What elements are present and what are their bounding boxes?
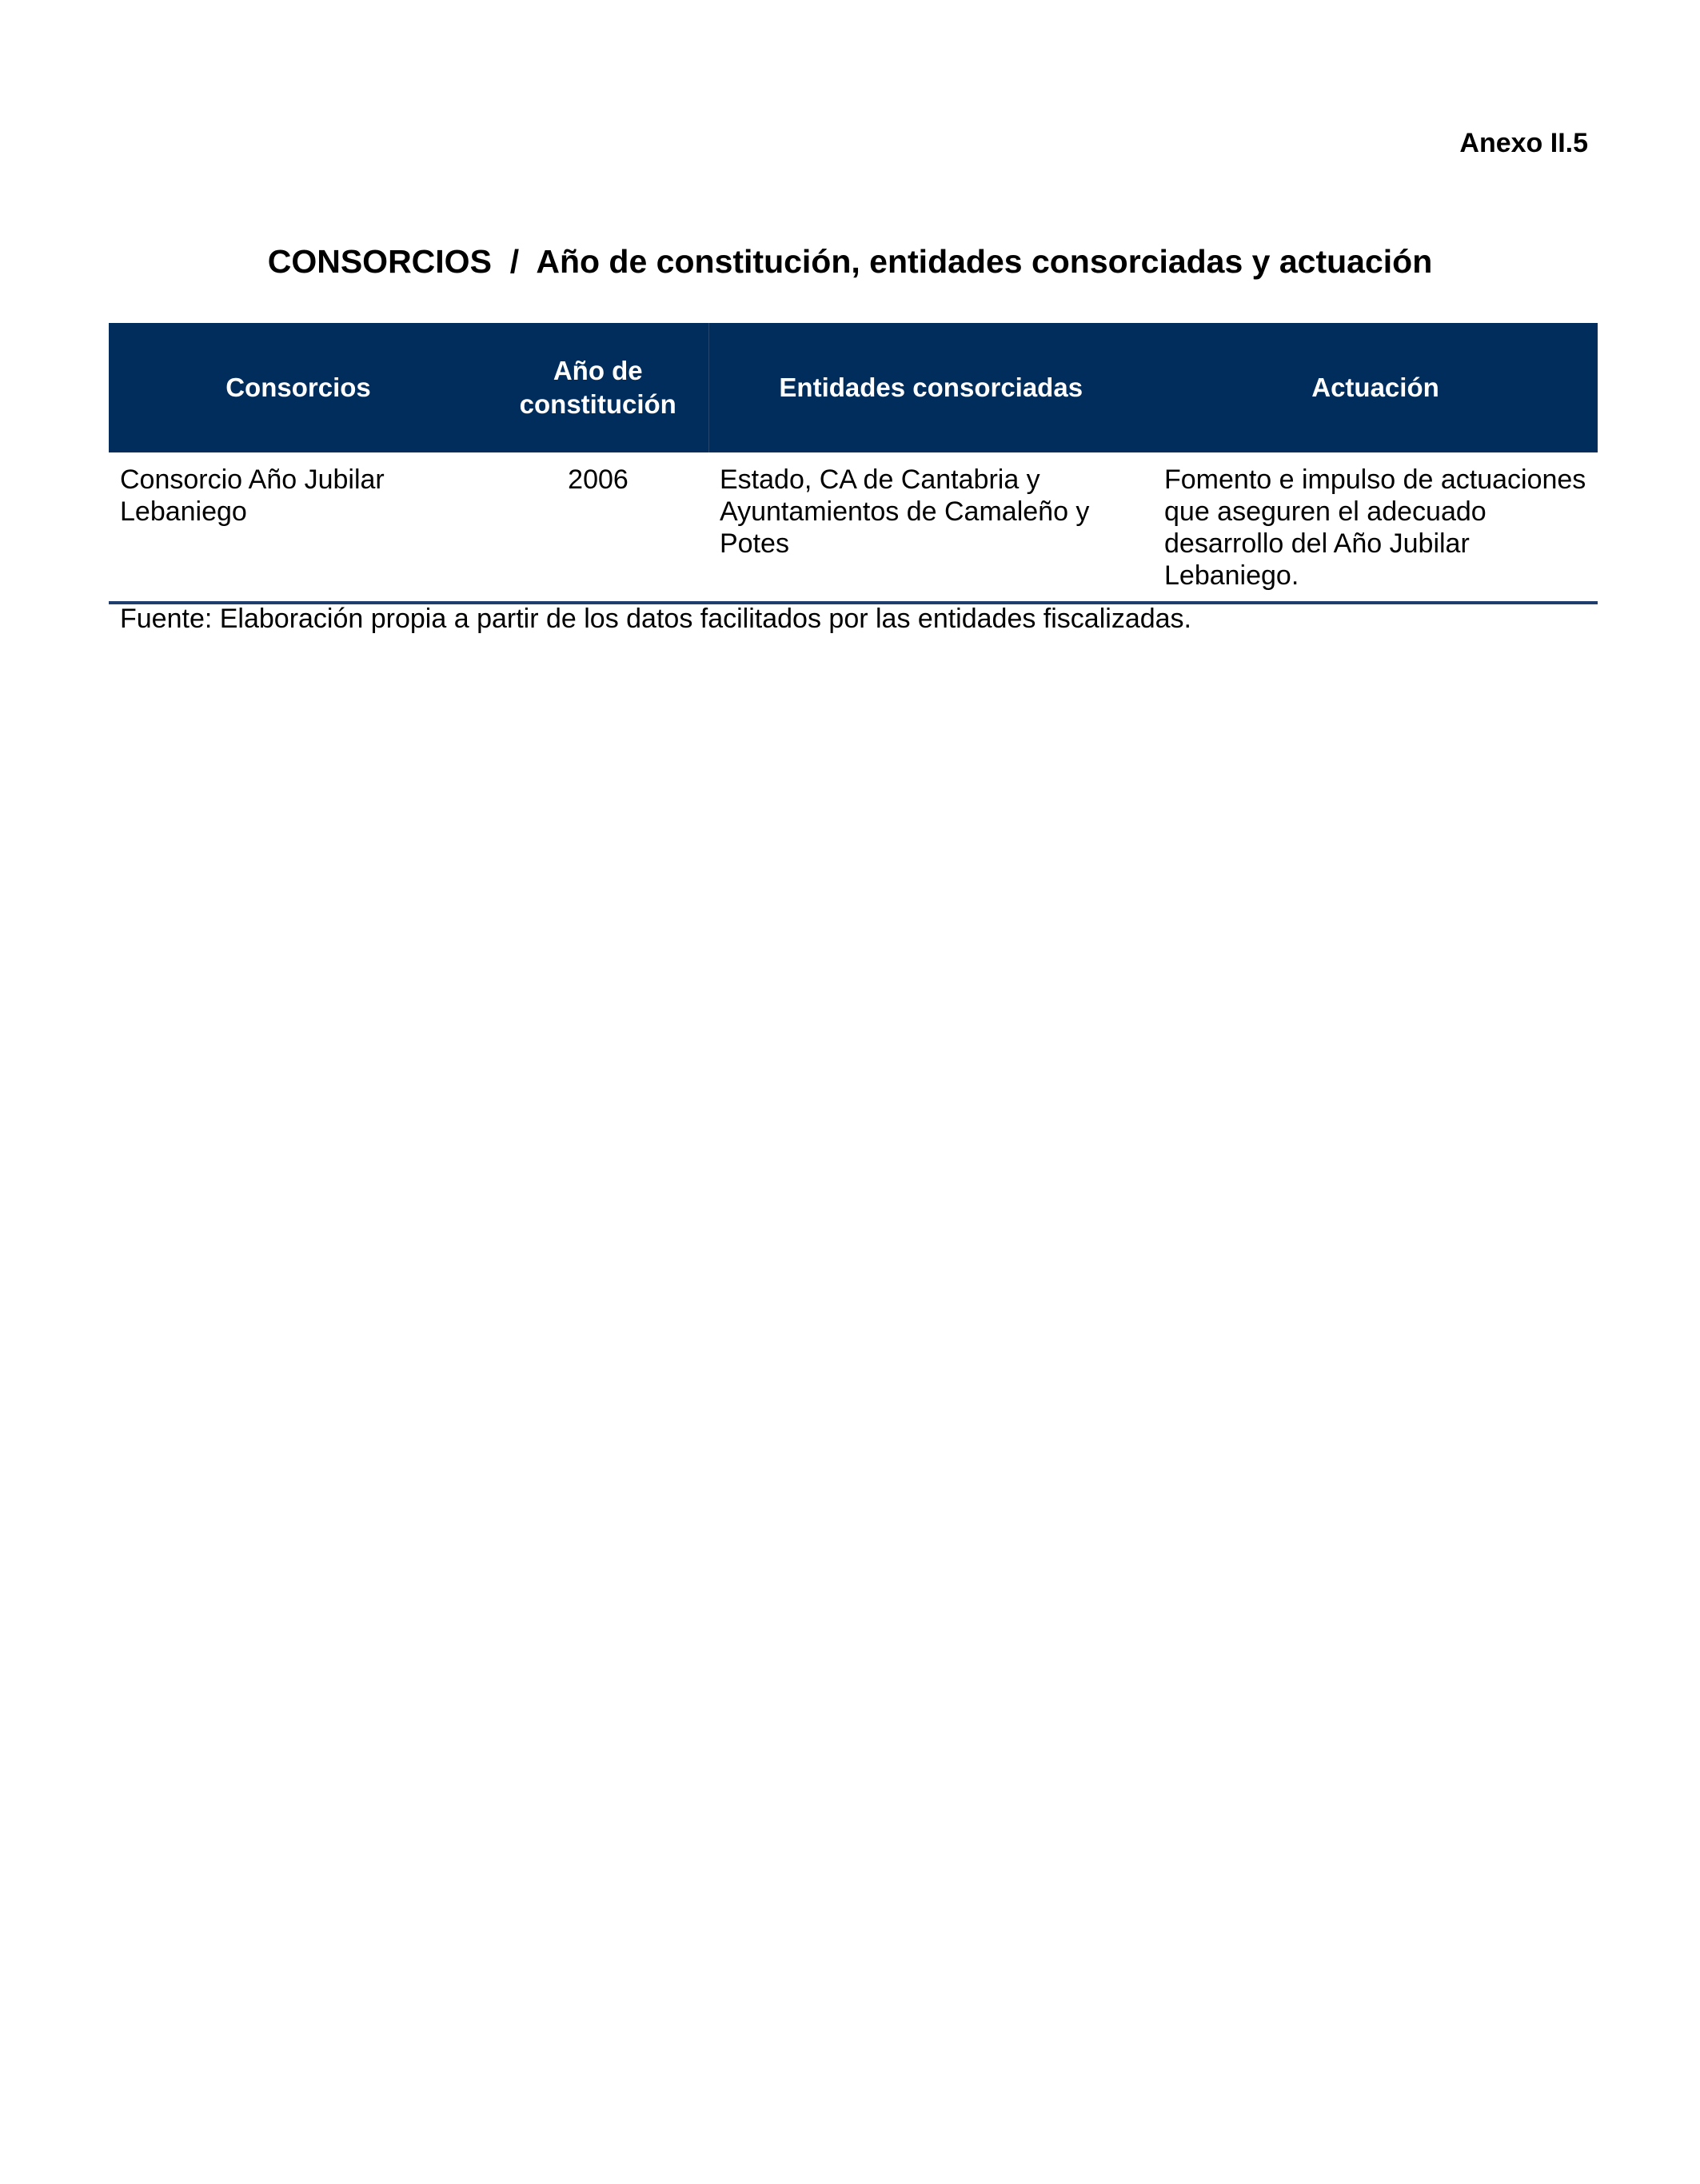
cell-consorcio: Consorcio Año Jubilar Lebaniego <box>109 452 488 603</box>
table-row <box>109 452 1598 603</box>
cell-actuacion: Fomento e impulso de actuaciones que aseguren el adecuado desarrollo del Año Jubilar Lebaniego. <box>1153 452 1598 603</box>
annex-label: Anexo II.5 <box>1459 128 1588 158</box>
column-header-actuacion: Actuación <box>1153 323 1598 452</box>
consortia-table <box>109 323 1598 604</box>
table-header-row <box>109 323 1598 452</box>
cell-anio: 2006 <box>488 452 708 603</box>
cell-entidades: Estado, CA de Cantabria y Ayuntamientos de Camaleño y Potes <box>708 452 1153 603</box>
column-header-anio <box>488 323 708 452</box>
column-header-entidades: Entidades consorciadas <box>708 323 1153 452</box>
source-note: Fuente: Elaboración propia a partir de los datos facilitados por las entidades fiscalizadas. <box>120 604 1191 634</box>
column-header-consorcios: Consorcios <box>109 323 488 452</box>
page-title: CONSORCIOS / Año de constitución, entidades consorciadas y actuación <box>267 243 1433 280</box>
column-header-anio-text: Año de constitución <box>519 356 676 419</box>
